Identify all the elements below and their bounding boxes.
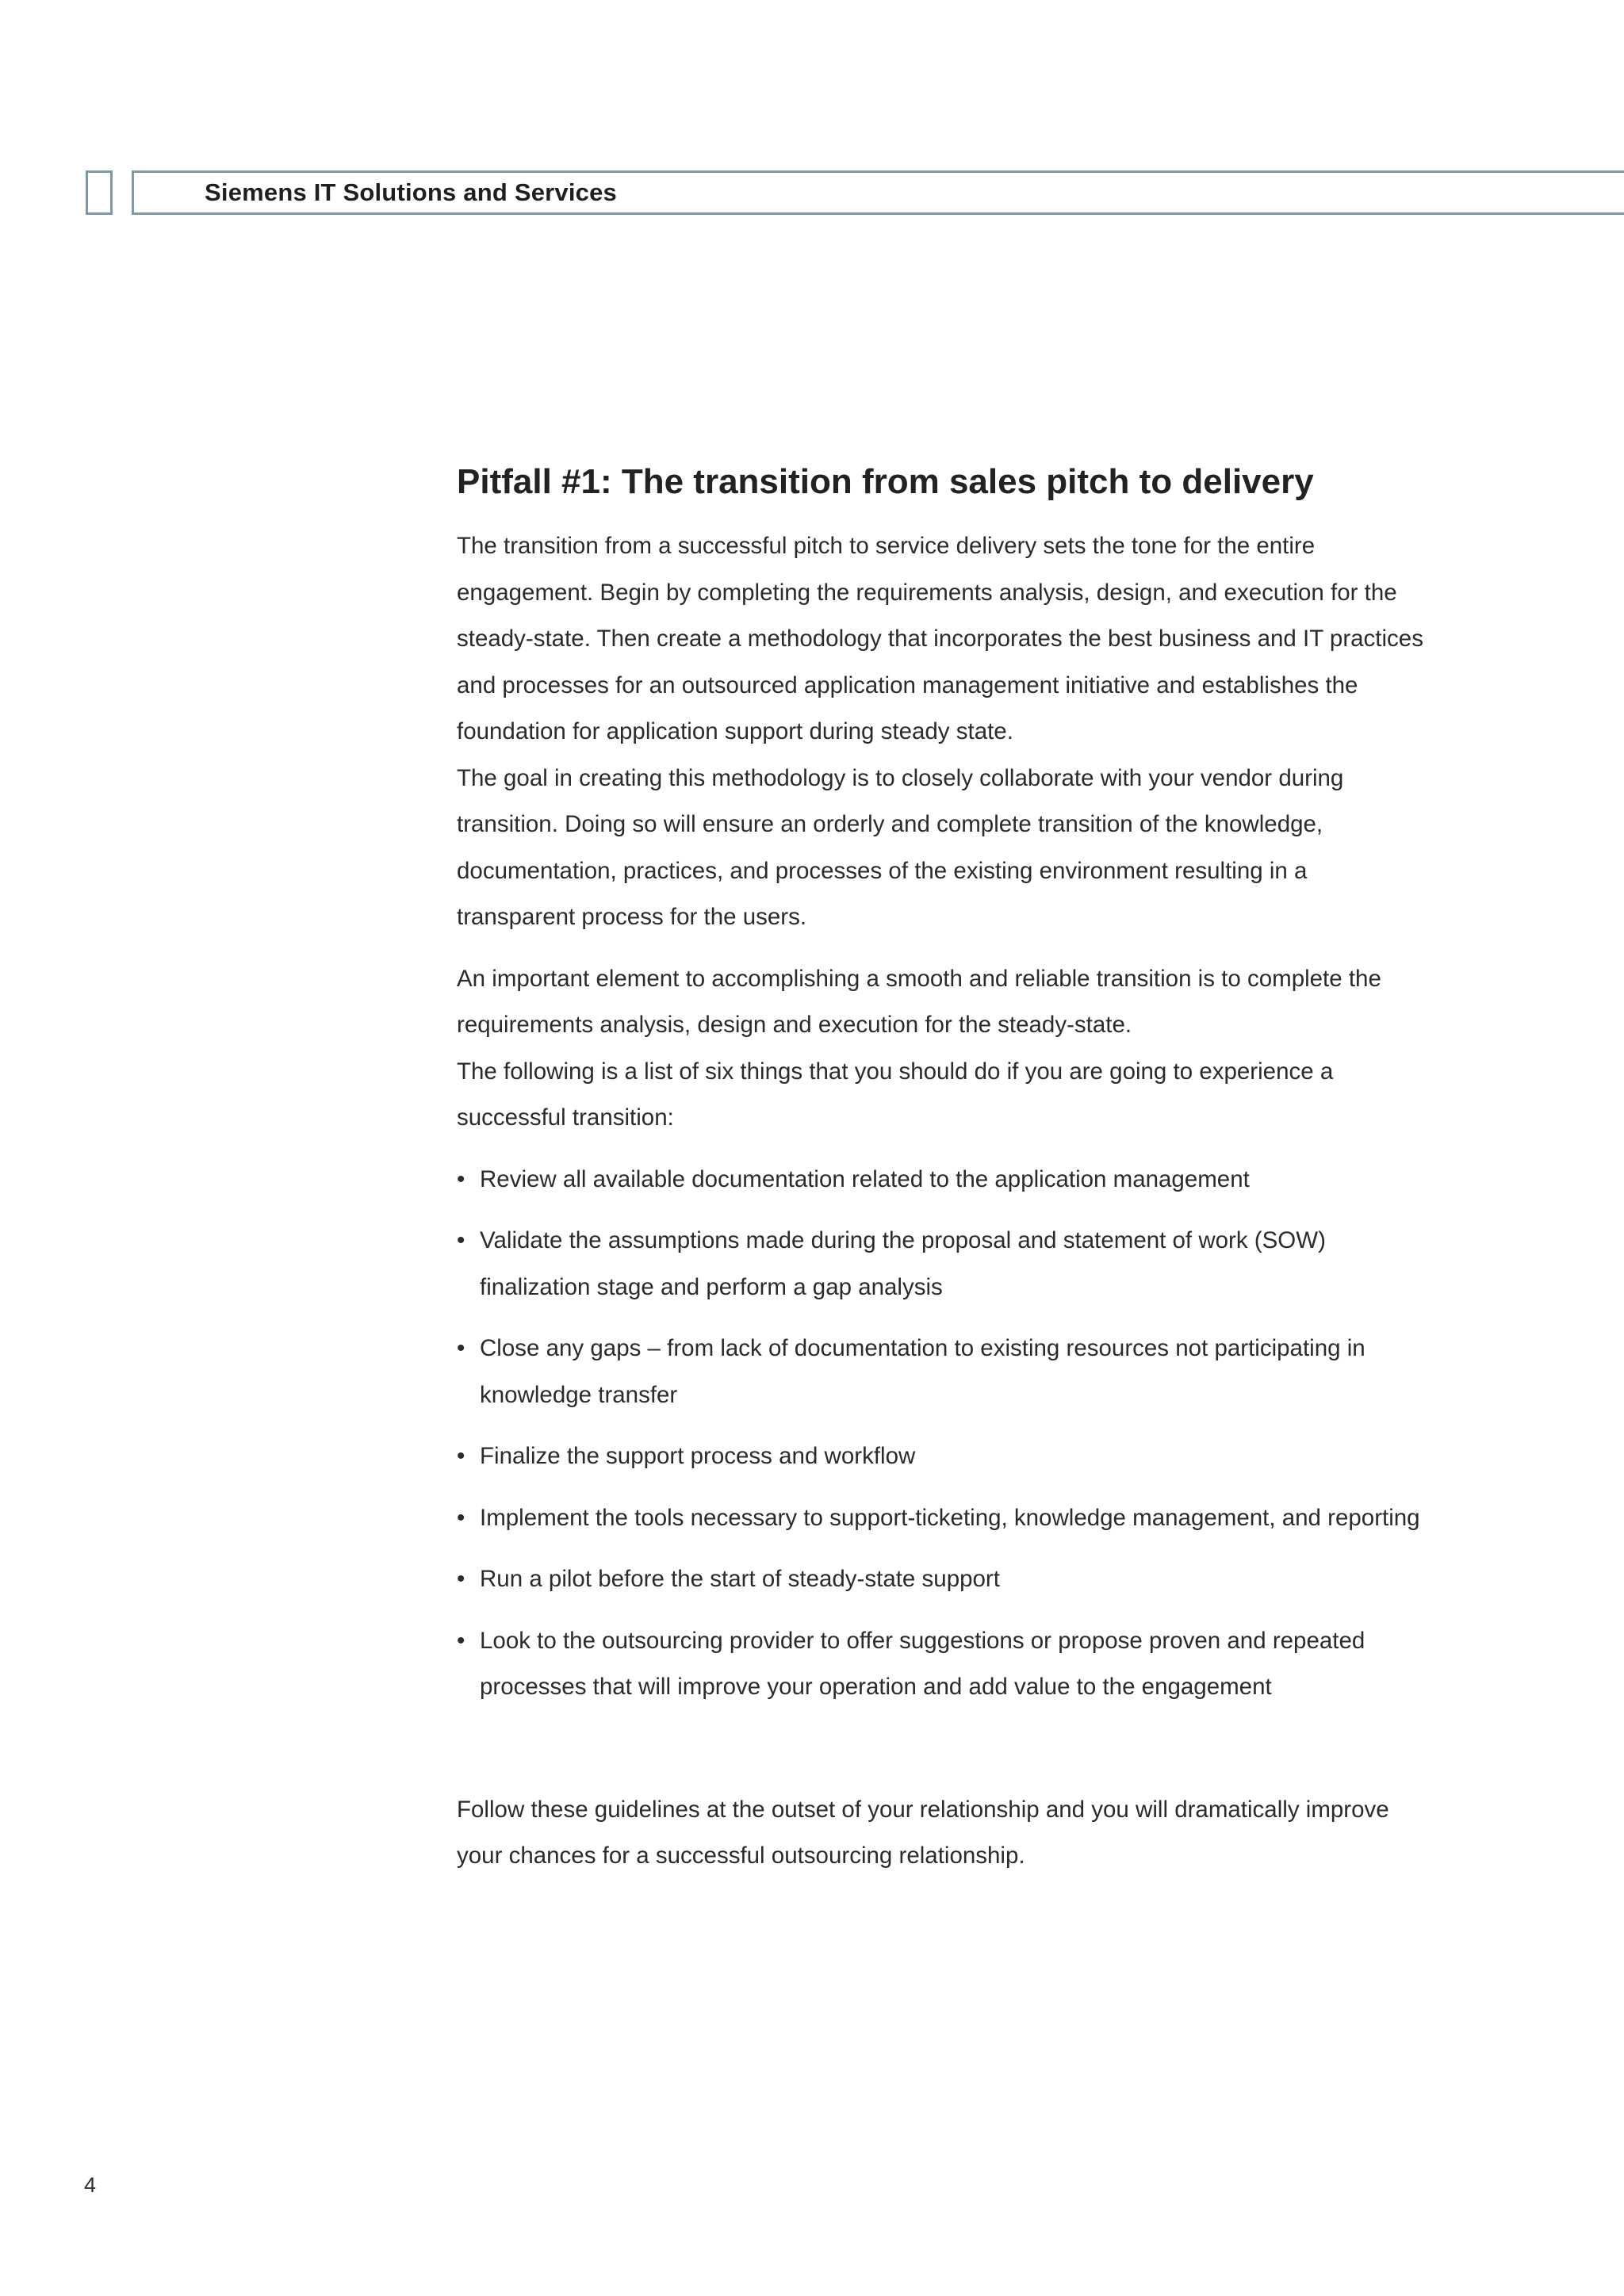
bullet-item [457, 1495, 1424, 1542]
bullet-icon: • [457, 1227, 465, 1253]
bullet-icon: • [457, 1627, 465, 1654]
bullet-text: Look to the outsourcing provider to offer suggestions or propose proven and repeated processes that will improve your operation and add value to the engagement [480, 1627, 1365, 1700]
paragraph: The goal in creating this methodology is to closely collaborate with your vendor during transition. Doing so will ensure an orderly and complete transition of the knowledge, documentation, practices, and processes of the existing environment resulting in a transparent process for the users. [457, 764, 1344, 930]
article-heading: Pitfall #1: The transition from sales pitch to delivery [457, 462, 1314, 501]
bullet-item [457, 1618, 1424, 1711]
page-number: 4 [84, 2173, 97, 2197]
paragraph: The following is a list of six things that you should do if you are going to experience a successful transition: [457, 1058, 1334, 1131]
bullet-icon: • [457, 1504, 465, 1531]
bullet-text: Run a pilot before the start of steady-state support [480, 1566, 1000, 1592]
bullet-item [457, 1326, 1424, 1418]
bullet-text: Finalize the support process and workflow [480, 1443, 916, 1469]
header-square-mark [86, 170, 113, 215]
paragraph: The transition from a successful pitch to service delivery sets the tone for the entire engagement. Begin by completing the requirements analysis, design, and execution for the steady-state. Then create a methodology that incorporates the best business and IT practices and processes for an outsourced application management initiative and establishes the foundation for application support during steady state. [457, 533, 1423, 744]
bullet-item [457, 1433, 1424, 1480]
header-title: Siemens IT Solutions and Services [205, 178, 617, 206]
bullet-icon: • [457, 1335, 465, 1361]
bullet-text: Implement the tools necessary to support-ticketing, knowledge management, and reporting [480, 1504, 1420, 1531]
bullet-icon: • [457, 1566, 465, 1592]
bullet-text: Review all available documentation related to the application management [480, 1165, 1250, 1192]
bullet-text: Close any gaps – from lack of documentation to existing resources not participating in knowledge transfer [480, 1335, 1365, 1408]
bullet-item [457, 1556, 1424, 1603]
bullet-item [457, 1157, 1424, 1203]
bullet-icon: • [457, 1443, 465, 1469]
bullet-icon: • [457, 1165, 465, 1192]
bullet-list [457, 1157, 1424, 1711]
bullet-text: Validate the assumptions made during the proposal and statement of work (SOW) finalization stage and perform a gap analysis [480, 1227, 1326, 1300]
article [457, 458, 1424, 1880]
paragraph: An important element to accomplishing a smooth and reliable transition is to complete the requirements analysis, design and execution for the steady-state. [457, 965, 1381, 1038]
bullet-item [457, 1218, 1424, 1311]
closing-paragraph: Follow these guidelines at the outset of your relationship and you will dramatically improve your chances for a successful outsourcing relationship. [457, 1796, 1389, 1869]
